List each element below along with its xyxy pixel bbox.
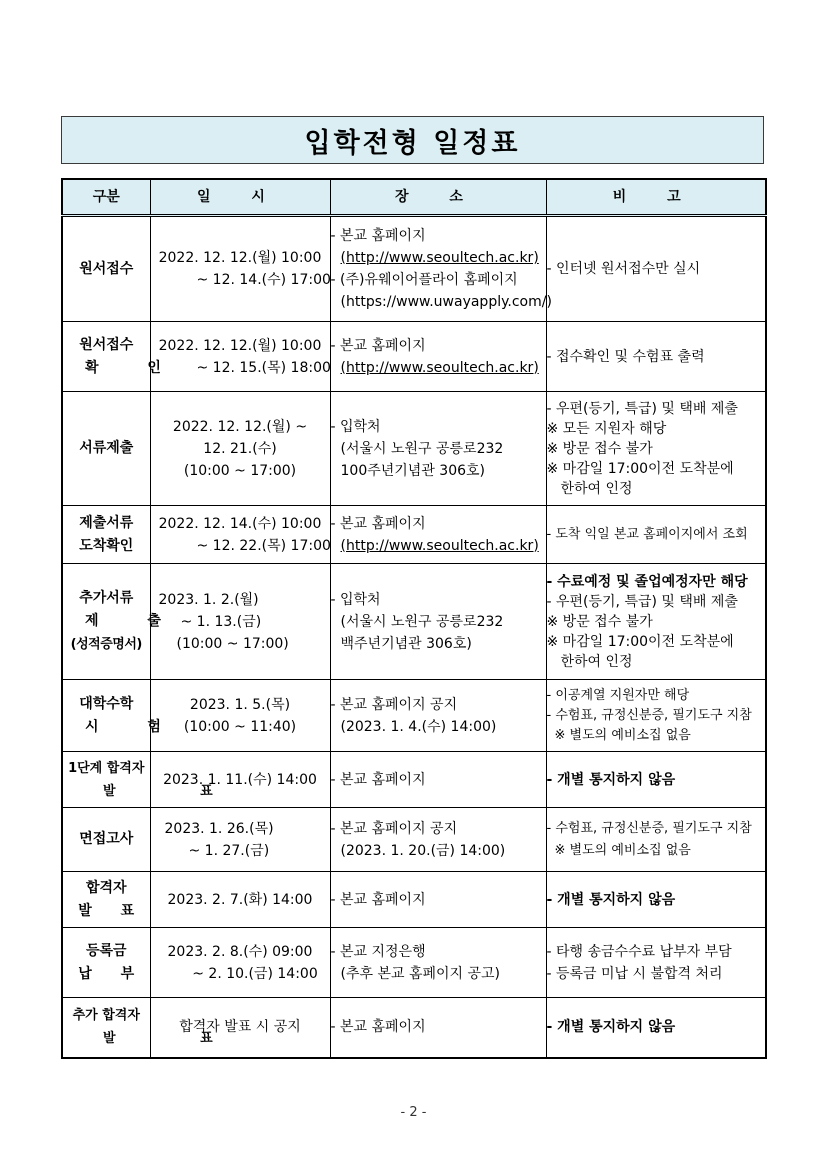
row-note: - 접수확인 및 수험표 출력: [546, 322, 766, 392]
row-place: - 본교 지정은행 (추후 본교 홈페이지 공고): [330, 928, 546, 998]
table-row: [62, 998, 766, 1058]
row-date: 2022. 12. 12.(월) ~ 12. 21.(수) (10:00 ~ 17:00): [150, 392, 330, 506]
row-date: 2023. 2. 7.(화) 14:00: [150, 872, 330, 928]
row-category: 원서접수 확 인: [62, 322, 150, 392]
row-date: 2023. 1. 5.(목) (10:00 ~ 11:40): [150, 680, 330, 752]
table-row: [62, 928, 766, 998]
row-date: 2022. 12. 12.(월) 10:00 ~ 12. 14.(수) 17:00: [150, 216, 330, 322]
row-note: - 타행 송금수수료 납부자 부담 - 등록금 미납 시 불합격 처리: [546, 928, 766, 998]
row-place: - 본교 홈페이지: [330, 998, 546, 1058]
header-category: 구분: [62, 179, 150, 216]
table-row: [62, 322, 766, 392]
row-note: - 개별 통지하지 않음: [546, 872, 766, 928]
header-note: 비 고: [546, 179, 766, 216]
row-category: 대학수학 시 험: [62, 680, 150, 752]
row-date: 2023. 1. 26.(목) ~ 1. 27.(금): [150, 808, 330, 872]
row-note: - 수험표, 규정신분증, 필기도구 지참 ※ 별도의 예비소집 없음: [546, 808, 766, 872]
row-category: 합격자 발 표: [62, 872, 150, 928]
row-place: - 본교 홈페이지 공지 (2023. 1. 4.(수) 14:00): [330, 680, 546, 752]
row-date: 2022. 12. 14.(수) 10:00 ~ 12. 22.(목) 17:00: [150, 506, 330, 564]
row-date: 2023. 1. 2.(월) ~ 1. 13.(금) (10:00 ~ 17:00): [150, 564, 330, 680]
row-category: 1단계 합격자 발 표: [62, 752, 150, 808]
table-header-row: [62, 179, 766, 216]
row-place: - 본교 홈페이지: [330, 752, 546, 808]
row-place: - 본교 홈페이지 공지 (2023. 1. 20.(금) 14:00): [330, 808, 546, 872]
table-row: [62, 216, 766, 322]
row-place: - 입학처 (서울시 노원구 공릉로232 100주년기념관 306호): [330, 392, 546, 506]
header-datetime: 일 시: [150, 179, 330, 216]
row-place: - 본교 홈페이지 (http://www.seoultech.ac.kr) - (주)유웨이어플라이 홈페이지 (https://www.uwayapply.com/): [330, 216, 546, 322]
table-row: [62, 808, 766, 872]
row-place: - 본교 홈페이지 (http://www.seoultech.ac.kr): [330, 506, 546, 564]
row-date: 2023. 2. 8.(수) 09:00 ~ 2. 10.(금) 14:00: [150, 928, 330, 998]
row-place: - 입학처 (서울시 노원구 공릉로232 백주년기념관 306호): [330, 564, 546, 680]
row-note: - 인터넷 원서접수만 실시: [546, 216, 766, 322]
row-category: 제출서류 도착확인: [62, 506, 150, 564]
table-row: [62, 392, 766, 506]
row-category: 추가 합격자 발 표: [62, 998, 150, 1058]
page-title: 입학전형 일정표: [61, 116, 764, 164]
table-row: [62, 564, 766, 680]
row-category: 추가서류 제 출 (성적증명서): [62, 564, 150, 680]
row-category: 서류제출: [62, 392, 150, 506]
homepage-link[interactable]: (http://www.seoultech.ac.kr): [340, 359, 539, 376]
row-note: - 이공계열 지원자만 해당 - 수험표, 규정신분증, 필기도구 지참 ※ 별도의 예비소집 없음: [546, 680, 766, 752]
table-row: [62, 680, 766, 752]
row-category: 원서접수: [62, 216, 150, 322]
row-note: - 개별 통지하지 않음: [546, 998, 766, 1058]
row-note: - 우편(등기, 특급) 및 택배 제출 ※ 모든 지원자 해당 ※ 방문 접수 불가 ※ 마감일 17:00이전 도착분에 한하여 인정: [546, 392, 766, 506]
page-number: - 2 -: [400, 1105, 427, 1120]
row-note: - 개별 통지하지 않음: [546, 752, 766, 808]
row-date: 2022. 12. 12.(월) 10:00 ~ 12. 15.(목) 18:00: [150, 322, 330, 392]
homepage-link[interactable]: (http://www.seoultech.ac.kr): [340, 537, 539, 554]
row-place: - 본교 홈페이지: [330, 872, 546, 928]
row-date: 합격자 발표 시 공지: [150, 998, 330, 1058]
header-place: 장 소: [330, 179, 546, 216]
homepage-link[interactable]: (http://www.seoultech.ac.kr): [340, 250, 539, 266]
table-row: [62, 872, 766, 928]
table-row: [62, 506, 766, 564]
row-category: 면접고사: [62, 808, 150, 872]
row-category: 등록금 납 부: [62, 928, 150, 998]
row-date: 2023. 1. 11.(수) 14:00: [150, 752, 330, 808]
row-place: - 본교 홈페이지 (http://www.seoultech.ac.kr): [330, 322, 546, 392]
row-note: - 도착 익일 본교 홈페이지에서 조회: [546, 506, 766, 564]
row-note: - 수료예정 및 졸업예정자만 해당 - 우편(등기, 특급) 및 택배 제출 ※ 방문 접수 불가 ※ 마감일 17:00이전 도착분에 한하여 인정: [546, 564, 766, 680]
schedule-table: [61, 178, 767, 1059]
table-row: [62, 752, 766, 808]
